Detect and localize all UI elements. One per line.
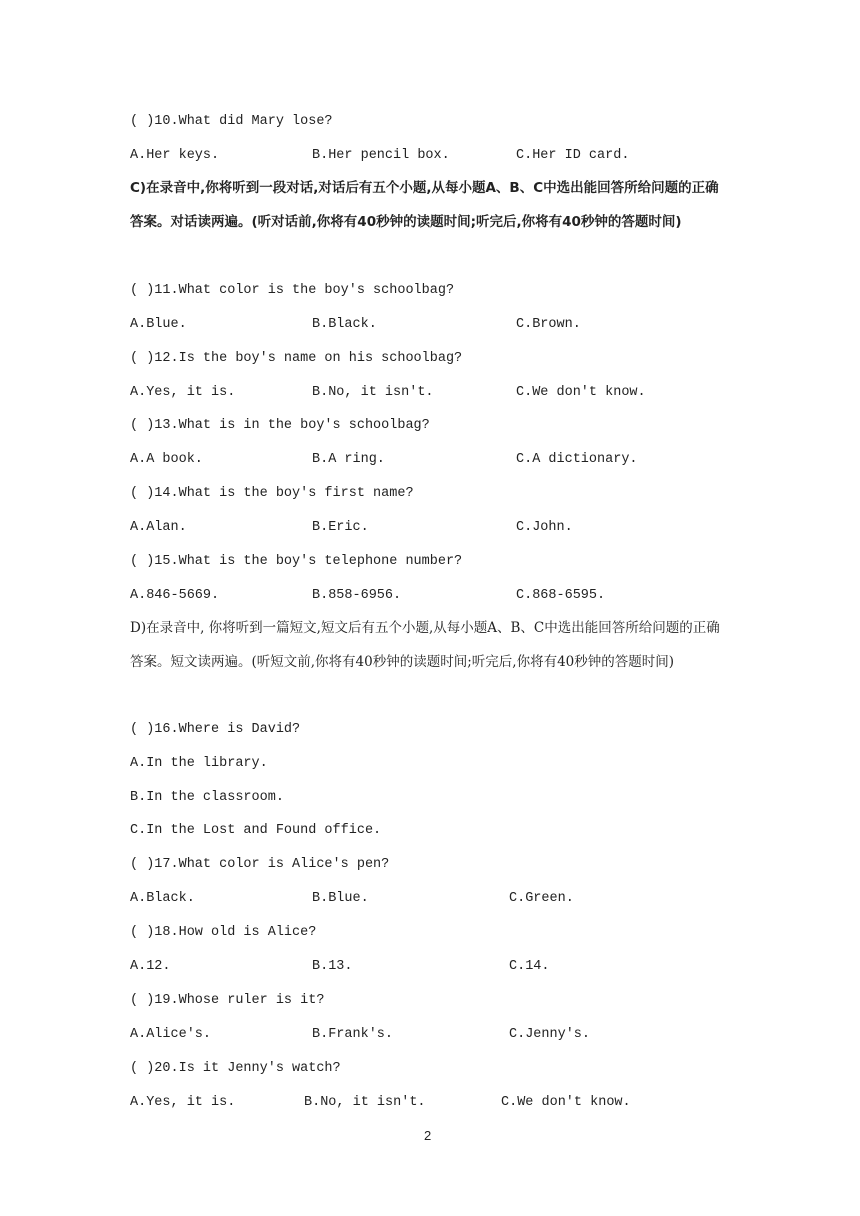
question-12-option-c: C.We don′t know. xyxy=(516,385,646,400)
question-10-stem: ( )10.What did Mary lose? xyxy=(130,114,333,129)
question-19-option-b: B.Frank′s. xyxy=(312,1027,394,1042)
question-16-option-b: B.In the classroom. xyxy=(130,790,284,805)
question-20-option-c: C.We don′t know. xyxy=(501,1095,631,1110)
question-14-option-a: A.Alan. xyxy=(130,520,187,535)
question-14-option-c: C.John. xyxy=(516,520,573,535)
question-18-option-b: B.13. xyxy=(312,959,353,974)
question-16-option-a: A.In the library. xyxy=(130,756,268,771)
question-13-option-c: C.A dictionary. xyxy=(516,452,638,467)
question-11-stem: ( )11.What color is the boy′s schoolbag? xyxy=(130,283,455,298)
question-18-option-a: A.12. xyxy=(130,959,171,974)
question-16-stem: ( )16.Where is David? xyxy=(130,722,301,737)
question-14-option-b: B.Eric. xyxy=(312,520,369,535)
page-number: 2 xyxy=(424,1128,432,1143)
question-20-option-b: B.No, it isn′t. xyxy=(304,1095,426,1110)
question-12-stem: ( )12.Is the boy′s name on his schoolbag? xyxy=(130,351,463,366)
question-15-option-b: B.858-6956. xyxy=(312,588,402,603)
question-11-option-b: B.Black. xyxy=(312,317,377,332)
section-c-instructions: C)在录音中,你将听到一段对话,对话后有五个小题,从每小题A、B、C中选出能回答所给问题的正确答案。对话读两遍。(听对话前,你将有40秒钟的读题时间;听完后,你将有40秒钟的答题时间) xyxy=(130,180,719,230)
question-13-option-a: A.A book. xyxy=(130,452,203,467)
question-15-stem: ( )15.What is the boy′s telephone number? xyxy=(130,554,463,569)
question-14-stem: ( )14.What is the boy′s first name? xyxy=(130,486,414,501)
question-17-option-b: B.Blue. xyxy=(312,891,369,906)
question-11-option-c: C.Brown. xyxy=(516,317,581,332)
question-19-option-c: C.Jenny′s. xyxy=(509,1027,591,1042)
question-15-option-c: C.868-6595. xyxy=(516,588,606,603)
question-13-stem: ( )13.What is in the boy′s schoolbag? xyxy=(130,418,430,433)
question-15-option-a: A.846-5669. xyxy=(130,588,220,603)
question-10-option-a: A.Her keys. xyxy=(130,148,220,163)
question-19-option-a: A.Alice′s. xyxy=(130,1027,212,1042)
question-12-option-b: B.No, it isn′t. xyxy=(312,385,434,400)
question-17-option-c: C.Green. xyxy=(509,891,574,906)
question-12-option-a: A.Yes, it is. xyxy=(130,385,236,400)
question-18-option-c: C.14. xyxy=(509,959,550,974)
question-13-option-b: B.A ring. xyxy=(312,452,385,467)
section-d-instructions: D)在录音中, 你将听到一篇短文,短文后有五个小题,从每小题A、B、C中选出能回答所给问题的正确答案。短文读两遍。(听短文前,你将有40秒钟的读题时间;听完后,你将有40秒钟的答题时间) xyxy=(130,620,720,670)
question-10-option-c: C.Her ID card. xyxy=(516,148,630,163)
question-19-stem: ( )19.Whose ruler is it? xyxy=(130,993,325,1008)
question-16-option-c: C.In the Lost and Found office. xyxy=(130,823,382,838)
question-18-stem: ( )18.How old is Alice? xyxy=(130,925,317,940)
question-10-option-b: B.Her pencil box. xyxy=(312,148,450,163)
question-20-option-a: A.Yes, it is. xyxy=(130,1095,236,1110)
question-17-option-a: A.Black. xyxy=(130,891,195,906)
question-20-stem: ( )20.Is it Jenny′s watch? xyxy=(130,1061,341,1076)
question-17-stem: ( )17.What color is Alice′s pen? xyxy=(130,857,390,872)
question-11-option-a: A.Blue. xyxy=(130,317,187,332)
